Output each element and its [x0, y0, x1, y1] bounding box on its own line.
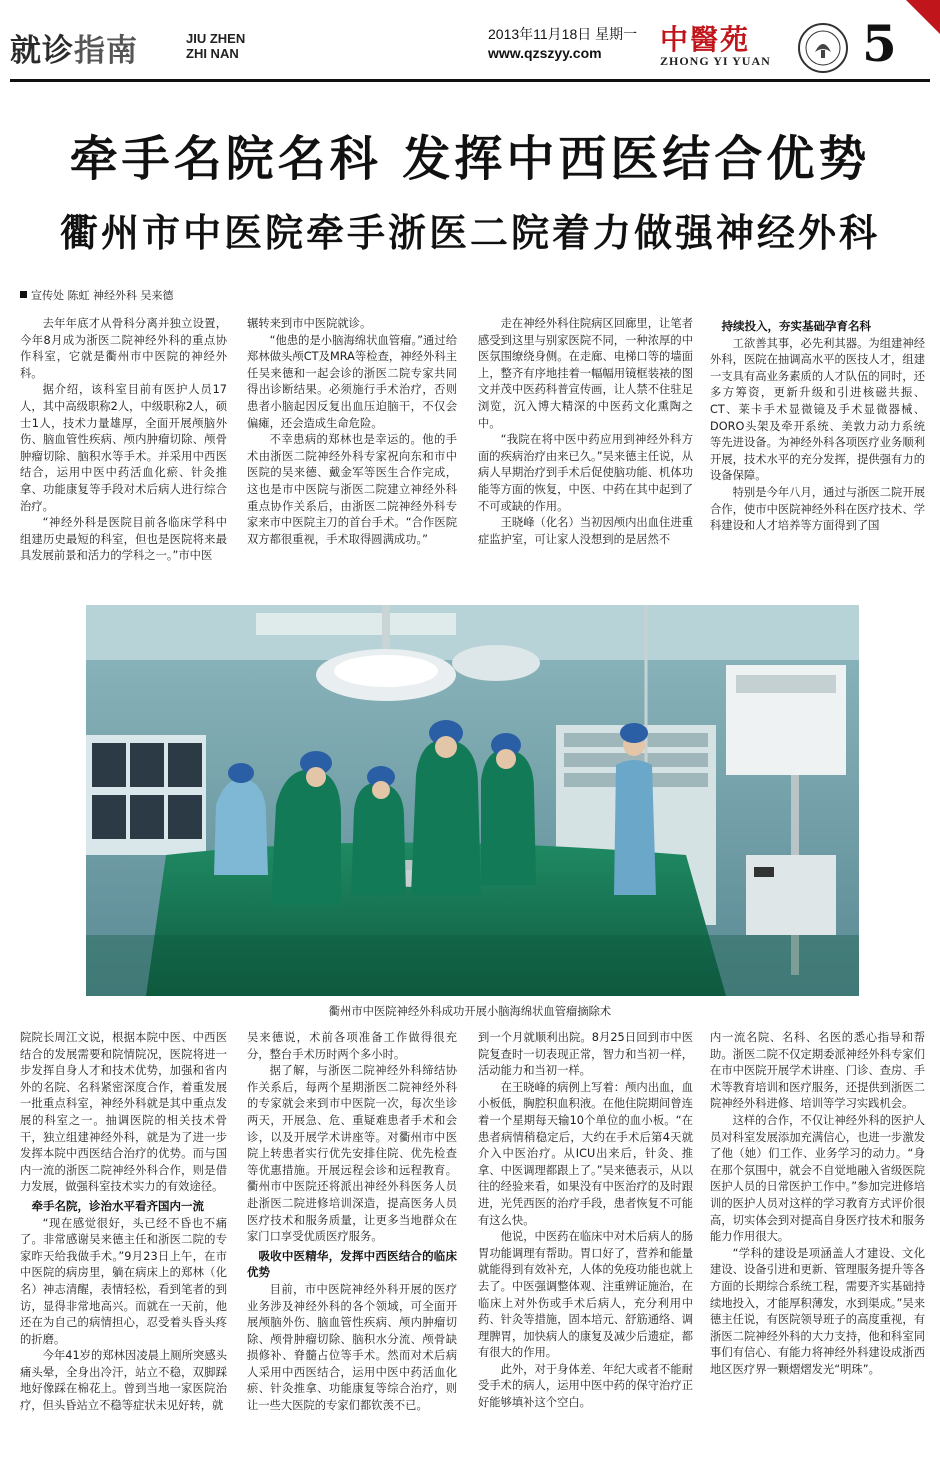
- paragraph: 辗转来到市中医院就诊。: [247, 317, 372, 330]
- paragraph: “他患的是小脑海绵状血管瘤。”通过给郑林做头颅CT及MRA等检查，神经外科主任吴来德和一起会诊的浙医二院专家共同得出诊断结果。必须施行手术治疗，否则患者小脑起因反复出血压迫脑干，不仅会偏瘫，还会造成生命危险。: [247, 333, 457, 430]
- paragraph: 内一流名院、名科、名医的悉心指导和帮助。浙医二院不仅定期委派神经外科专家们在市中医院开展学术讲座、门诊、查房、手术等教育培训和医疗服务，还提供到浙医二院神经外科进修、培训等学习实践机会。: [710, 1031, 925, 1111]
- paragraph: 据了解，与浙医二院神经外科缔结协作关系后，每两个星期浙医二院神经外科的专家就会来到市中医院一次，每次坐诊两天，开展急、危、重疑难患者手术和会诊，以及开展学术讲座等。对衢州市中医院上转患者实行优先安排住院、优先检查等优惠措施。开展远程会诊和远程教育。衢州市中医院还将派出神经外科医务人员赴浙医二院进修培训深造，提高医务人员医疗技术和服务质量，让更多当地群众在家门口享受优质医疗服务。: [247, 1064, 457, 1244]
- brand-logo-text: 中醫苑: [660, 23, 751, 56]
- section-title: [10, 25, 138, 70]
- surgery-photo-illustration: [86, 605, 859, 996]
- issue-date: 2013年11月18日 星期一: [488, 26, 638, 42]
- paragraph: 他说，中医药在临床中对术后病人的肠胃功能调理有帮助。胃口好了，营养和能量就能得到有效补充，人体的免疫功能也就上去了。中医强调整体观、注重辨证施治，在临床上对外伤或手术后病人，充分利用中药、针灸等措施，固本培元、舒筋通络、调理脾胃，加快病人的康复及减少后遗症，都有很大的作用。: [478, 1230, 693, 1360]
- paragraph: “学科的建设是项涵盖人才建设、文化建设、设备引进和更新、管理服务提升等各方面的长期综合系统工程，需要齐实基础持续地投入，才能厚积薄发，水到渠成。”吴来德主任说，有医院领导班子的高度重视，有浙医二院神经外科的大力支持，他和科室同事们有信心、有能力将神经外科建设成浙西地区医疗界一颗熠熠发光“明珠”。: [710, 1246, 925, 1376]
- surgery-photo: [86, 605, 859, 996]
- byline-text: 宣传处 陈虹 神经外科 吴来德: [31, 289, 174, 302]
- section-pinyin-line-1: JIU ZHEN: [186, 31, 246, 46]
- byline-square-icon: [20, 291, 27, 298]
- page-number: 5: [862, 14, 897, 73]
- section-heading: 持续投入，夯实基础孕育名科: [721, 319, 871, 333]
- paragraph: “神经外科是医院目前各临床学科中组建历史最短的科室，但也是医院将来最具发展前景和活力的学科之一。”市中医: [20, 516, 227, 563]
- hospital-seal-icon: [797, 22, 849, 74]
- paragraph: 今年41岁的郑林因凌晨上厕所突感头痛头晕，全身出冷汗，站立不稳，双脚踩地好像踩在棉花上。曾到当地一家医院治疗，但头昏站立不稳等症状未见好转，就: [20, 1349, 227, 1413]
- section-pinyin-line-2: ZHI NAN: [186, 46, 239, 61]
- section-pinyin: [186, 31, 245, 61]
- article-headline: 牵手名院名科 发挥中西医结合优势: [69, 131, 871, 187]
- section-heading: 牵手名院，诊治水平看齐国内一流: [31, 1198, 204, 1213]
- photo-caption: 衢州市中医院神经外科成功开展小脑海绵状血管瘤摘除术: [328, 1005, 612, 1018]
- section-title-part-1: 就诊: [10, 33, 74, 69]
- column-4-bottom: [710, 1030, 925, 1378]
- paragraph: 院院长周江文说，根据本院中医、中西医结合的发展需要和院情院况，医院将进一步发挥自身人才和技术优势，加强和省内外的名院、名科紧密深度合作，着重发展一批重点科室，神经外科就是其中重点发展的科室之一。抽调医院的相关技术骨干，独立组建神经外科，就是为了进一步发挥本院中西医结合治疗的优势。而与国内一流的浙医二院神经外科合作，则是借力发展，做强科室技术实力的有效途径。: [20, 1031, 227, 1194]
- column-2-bottom: [247, 1030, 457, 1415]
- paragraph: 王晓峰（化名）当初因颅内出血住进重症监护室，可让家人没想到的是居然不: [478, 516, 693, 546]
- paragraph: 这样的合作，不仅让神经外科的医护人员对科室发展添加充满信心，也进一步激发了他（她）们工作、业务学习的动力。“身在那个氛围中，就会不自觉地融入省级医院医护人员的日常医护工作中。”参加完进修培训的医护人员对这样的学习教育方式评价很高，切实体会到对提高自身医疗技术和服务能力作用很大。: [710, 1113, 925, 1244]
- corner-accent: [906, 0, 940, 34]
- paragraph: 此外，对于身体差、年纪大或者不能耐受手术的病人，运用中医中药的保守治疗正好能够填补这个空白。: [478, 1362, 693, 1410]
- website-link[interactable]: www.qzszyy.com: [488, 45, 602, 61]
- paragraph: “现在感觉很好，头已经不昏也不痛了。非常感谢吴来德主任和浙医二院的专家昨天给我做手术。”9月23日上午，在市中医院的病房里，躺在病床上的郑林（化名）神志清醒，表情轻松，看到笔者的到访，显得非常地高兴。而就在一天前，他还在为自己的病情担心，忍受着头昏头疼的折磨。: [20, 1216, 227, 1346]
- column-1-top: [20, 316, 227, 565]
- article-byline: [20, 287, 174, 303]
- paragraph: 在王晓峰的病例上写着：颅内出血，血小板低，胸腔积血积液。在他住院期间曾连着一个星期每天输10个单位的血小板。“在患者病情稍稳定后，大约在手术后第4天就介入中医治疗。从ICU出来后，针灸、推拿、中医调理都跟上了。”吴来德表示，从以往的经验来看，如果没有中医治疗的及时跟进，光凭西医的治疗手段，患者恢复不可能有这么快。: [478, 1080, 693, 1227]
- masthead-rule: [10, 79, 930, 82]
- paragraph: 到一个月就顺利出院。8月25日回到市中医院复查时一切表现正常，智力和当初一样，活动能力和当初一样。: [478, 1031, 693, 1078]
- paragraph: 不幸患病的郑林也是幸运的。他的手术由浙医二院神经外科专家祝向东和市中医院的吴来德、戴金军等医生合作完成，这也是市中医院与浙医二院建立神经外科重点协作关系后，由浙医二院神经外科专家来市中医院主刀的首台手术。“合作医院双方都很重视，手术取得圆满成功。”: [247, 433, 457, 546]
- section-heading: 吸收中医精华，发挥中西医结合的临床优势: [247, 1248, 457, 1280]
- column-1-bottom: [20, 1030, 227, 1415]
- paragraph: 据介绍，该科室目前有医护人员17人，其中高级职称2人，中级职称2人，硕士1人，技术力量雄厚，全面开展颅脑外伤、脑血管性疾病、颅内肿瘤切除、颅骨肿瘤切除、脑积水等手术。并采用中西医结合，运用中医中药活血化瘀、针灸推拿、功能康复等手段对术后病人进行综合治疗。: [20, 383, 227, 513]
- column-3-bottom: [478, 1030, 693, 1412]
- column-3-top: [478, 316, 693, 548]
- paragraph: 走在神经外科住院病区回廊里，让笔者感受到这里与别家医院不同，一种浓厚的中医氛围缭绕身侧。在走廊、电梯口等的墙面上，整齐有序地挂着一幅幅用镜框装裱的图文并茂中医药科普宣传画，让人禁不住驻足浏览，沉入博大精深的中医药文化熏陶之中。: [478, 317, 693, 430]
- paragraph: 去年年底才从骨科分离并独立设置，今年8月成为浙医二院神经外科的重点协作科室，它就是衢州市中医院的神经外科。: [20, 317, 227, 380]
- column-4-top: [710, 316, 925, 535]
- masthead: [0, 0, 940, 80]
- section-title-part-2: 指南: [74, 33, 138, 69]
- article-subheadline: 衢州市中医院牵手浙医二院着力做强神经外科: [59, 210, 880, 255]
- paragraph: 吴来德说，术前各项准备工作做得很充分，整台手术历时两个多小时。: [247, 1031, 457, 1061]
- paragraph: 工欲善其事，必先利其器。为组建神经外科，医院在抽调高水平的医技人才，组建一支具有高业务素质的人才队伍的同时，还多方筹资，更新升级和引进核磁共振、CT、莱卡手术显微镜及手术显微器械、DORO头架及牵开系统、美敦力动力系统等先进设备。为神经外科各项医疗业务顺利开展，技术水平的充分发挥，提供强有力的设备保障。: [710, 336, 925, 483]
- paragraph: 特别是今年八月，通过与浙医二院开展合作，使市中医院神经外科在医疗技术、学科建设和人才培养等方面得到了国: [710, 485, 925, 533]
- brand-pinyin: ZHONG YI YUAN: [660, 54, 771, 68]
- paragraph: “我院在将中医中药应用到神经外科方面的疾病治疗由来已久。”吴来德主任说，从病人早期治疗到手术后促使脑功能、机体功能等方面的恢复，中医、中药在其中起到了不可或缺的作用。: [478, 433, 693, 513]
- paragraph: 目前，市中医院神经外科开展的医疗业务涉及神经外科的各个领域，可全面开展颅脑外伤、脑血管性疾病、颅内肿瘤切除、颅骨肿瘤切除、脑积水分流、颅骨缺损修补、脊髓占位等手术。然而对术后病人采用中西医结合，运用中医中药活血化瘀、针灸推拿、功能康复等综合治疗，则让一些大医院的专家们都钦羡不已。: [247, 1282, 457, 1413]
- column-2-top: [247, 316, 457, 548]
